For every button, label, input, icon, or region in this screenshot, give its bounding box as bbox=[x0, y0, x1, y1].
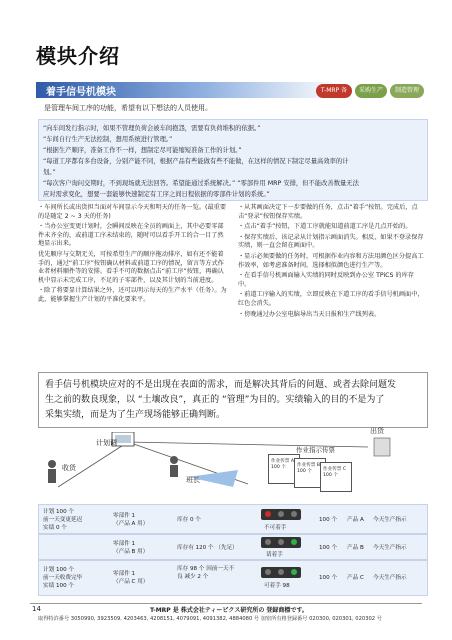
quote-line: “每次客户询问交期时，不到现场就无法回答。希望能通过系统解决。” “零部件用 MRP 安排，但不能改善数量无法 bbox=[43, 180, 359, 187]
row-product: 产品 C bbox=[347, 575, 364, 581]
person-icon-receiving bbox=[48, 460, 56, 483]
row-part: （产品 B 用） bbox=[113, 549, 149, 555]
row-stock: 库存 98 个 因前一天不良 减少 2 个 bbox=[177, 566, 235, 580]
flow-slip-label: 作业指示传票 bbox=[296, 446, 335, 454]
row-status: 请着手 bbox=[266, 552, 283, 558]
footer-patent: 取得特許番号 3050990, 3923509, 4203463, 4208151, 4079091, 4091382, 4884080 号 加密所有格登録番号 020300, 020301, 020302 号 bbox=[38, 616, 382, 622]
status-row-a bbox=[38, 504, 428, 534]
row-left-text: 实绩 0 个 bbox=[43, 525, 67, 531]
quote-line: 应对需求变化，想要一套能够快速制定有工序之间日程依据的零部件计划的系统。” bbox=[43, 191, 270, 198]
left-bullet: ・除了将要显计算结果之外，还可以明示每天的生产水平（任务）。为此，能够掌握生产计划的平准化要来平。 bbox=[38, 287, 227, 303]
row-left-text: 计划 100 个 bbox=[43, 567, 75, 573]
row-left-text: 前一天变更延迟 bbox=[43, 517, 83, 523]
quote-line: 划。” bbox=[43, 169, 56, 176]
slip-text: 作业传票 A 100 个 bbox=[271, 459, 294, 470]
right-bullet: ・显示必须要做的任务时，可根据作业内容和方法用颜色区分提高工作效率，如考虑准备时间，选择相似颜色进行生产等。 bbox=[238, 252, 424, 269]
work-slip-c bbox=[320, 462, 352, 492]
row-left-text: 实绩 100 个 bbox=[43, 583, 75, 589]
quote-line: “向车间发行指示时，如果不管理负荷会被车间抱怨，需要有负荷堆积的依据。” bbox=[43, 125, 261, 132]
row-part: （产品 A 用） bbox=[113, 521, 149, 527]
quote-line: “车间自行生产无法控制，想用系统进行管理。” bbox=[43, 136, 173, 143]
status-row-b bbox=[38, 534, 428, 560]
flow-plan-label: 计划调 bbox=[96, 439, 117, 447]
flow-leader-label: 班长 bbox=[186, 476, 200, 484]
status-row-c bbox=[38, 560, 428, 596]
slip-text: 作业传票 B 100 个 bbox=[297, 463, 320, 474]
module-header bbox=[36, 82, 341, 98]
row-today: 今天生产指示 bbox=[373, 517, 407, 523]
row-status: 不可着手 bbox=[264, 525, 287, 531]
summary-line: 生之前的数良现象，以 “土壤改良”，真正的 “管理”为目的。实绩输入的目的不是为了 bbox=[45, 395, 385, 405]
module-title: 着手信号机模块 bbox=[46, 87, 116, 98]
row-part: 零部件 1 bbox=[113, 541, 136, 547]
row-left-text: 计划 100 个 bbox=[43, 509, 75, 515]
row-today: 今天生产指示 bbox=[373, 545, 407, 551]
left-column bbox=[38, 204, 228, 307]
row-status: 可着手 98 bbox=[264, 583, 290, 589]
summary-line: 看手信号机模块应对的不是出现在表面的需求，而是解决其背后的问题、或者去除问题发 bbox=[45, 380, 397, 390]
person-icon-leader bbox=[170, 456, 178, 477]
row-product: 产品 B bbox=[347, 545, 364, 551]
signal-light-green bbox=[261, 567, 301, 578]
left-bullet: 优先顺序与交期无关，可按希望生产的顺序拖动排序，如有还不能着手的，通过“前工序”按钮确认材料或前道工序的情况，留言等方式作业者材料顺件等的安排。看手不可的数据点击“前工序”按钮，再确认机中显示未完成工序，不足的子零部件，以及其计划的当前进度。 bbox=[38, 250, 224, 284]
row-qty: 100 个 bbox=[319, 575, 338, 581]
signal-light-red bbox=[261, 509, 301, 520]
flow-receiving-label: 收货 bbox=[62, 464, 76, 472]
row-part: 零部件 1 bbox=[113, 571, 136, 577]
row-stock: 库存 0 个 bbox=[177, 517, 201, 523]
tag-tmrp: T-MRP 备 bbox=[316, 84, 352, 98]
signal-light-green bbox=[261, 537, 301, 548]
row-product: 产品 A bbox=[347, 517, 364, 523]
flow-shipping-label: 出货 bbox=[370, 427, 384, 435]
row-today: 今天生产指示 bbox=[373, 575, 407, 581]
right-bullet: ・傍晚通过办公室电脑导出当天日报和生产线列表。 bbox=[238, 310, 381, 318]
right-bullet: ・从其画面决定下一步要做的任务，点击“着手”按钮。完成后，点击“登录”按钮保存实绩。 bbox=[238, 204, 418, 220]
quote-line: “根据生产顺序，准备工作不一样，想制定尽可能缩短准备工作的计划。” bbox=[43, 147, 242, 154]
person-icon-shipping bbox=[374, 438, 390, 456]
right-bullet: ・前道工序输入的实绩，立即反映在下道工序的看手信号机画面中，红色会消失。 bbox=[238, 291, 424, 307]
row-qty: 100 个 bbox=[319, 545, 338, 551]
left-bullet: ・车间所长或出货担当面对车间显示今天和明天的任务一览。(最重要的是随定 2 ~ 3 天的任务) bbox=[38, 204, 227, 220]
right-column bbox=[238, 204, 426, 321]
row-part: （产品 C 用） bbox=[113, 579, 149, 585]
tag-purchase: 采购生产 bbox=[355, 84, 387, 98]
right-bullet: ・在看手信号机画面输入实绩的同时反映到办公室 TPiCS 的库存中。 bbox=[238, 272, 414, 288]
row-left-text: 前一天收费完毕 bbox=[43, 575, 83, 581]
footer-divider bbox=[30, 603, 422, 604]
page-number: 14 bbox=[32, 605, 41, 613]
slip-text: 作业传票 C 100 个 bbox=[323, 467, 347, 478]
row-qty: 100 个 bbox=[319, 517, 338, 523]
summary-box bbox=[38, 372, 428, 428]
row-stock: 库存有 120 个 （先足） bbox=[177, 545, 238, 551]
section-title: 模块介绍 bbox=[36, 44, 120, 68]
quotes-box bbox=[38, 119, 428, 201]
left-bullet: ・当办公室变更计划时，会瞬间反映在全员的画面上，其中必要零部件未齐全的、或前道工序未结束的，随时可以看手开工的合一目了然地显示出来。 bbox=[38, 223, 224, 248]
right-bullet: ・点击“着手”按钮，下道工序就能知道前道工序是几点开始的。 bbox=[238, 223, 412, 231]
right-bullet: ・保存实绩后，该记录从计划指示画面消失。相反，如果不登录保存实绩，则一直会留在画面中。 bbox=[238, 233, 424, 250]
row-part: 零部件 1 bbox=[113, 513, 136, 519]
quote-line: “每道工序都有多台设备，分别产能不同，根据产品有些能做有些不能做，在这样的情况下制定尽量高效率的计 bbox=[43, 158, 349, 165]
footer-brand: T-MRP 是 株式会社ティーピクス研究所の 登録商標です。 bbox=[150, 607, 308, 614]
summary-line: 采集实绩，而是为了生产现场能够正确判断。 bbox=[45, 410, 226, 420]
intro-text: 是管理车间工序的功能，希望有以下想法的人员使用。 bbox=[44, 104, 212, 112]
tag-manufacturing: 制造管理 bbox=[390, 84, 424, 98]
